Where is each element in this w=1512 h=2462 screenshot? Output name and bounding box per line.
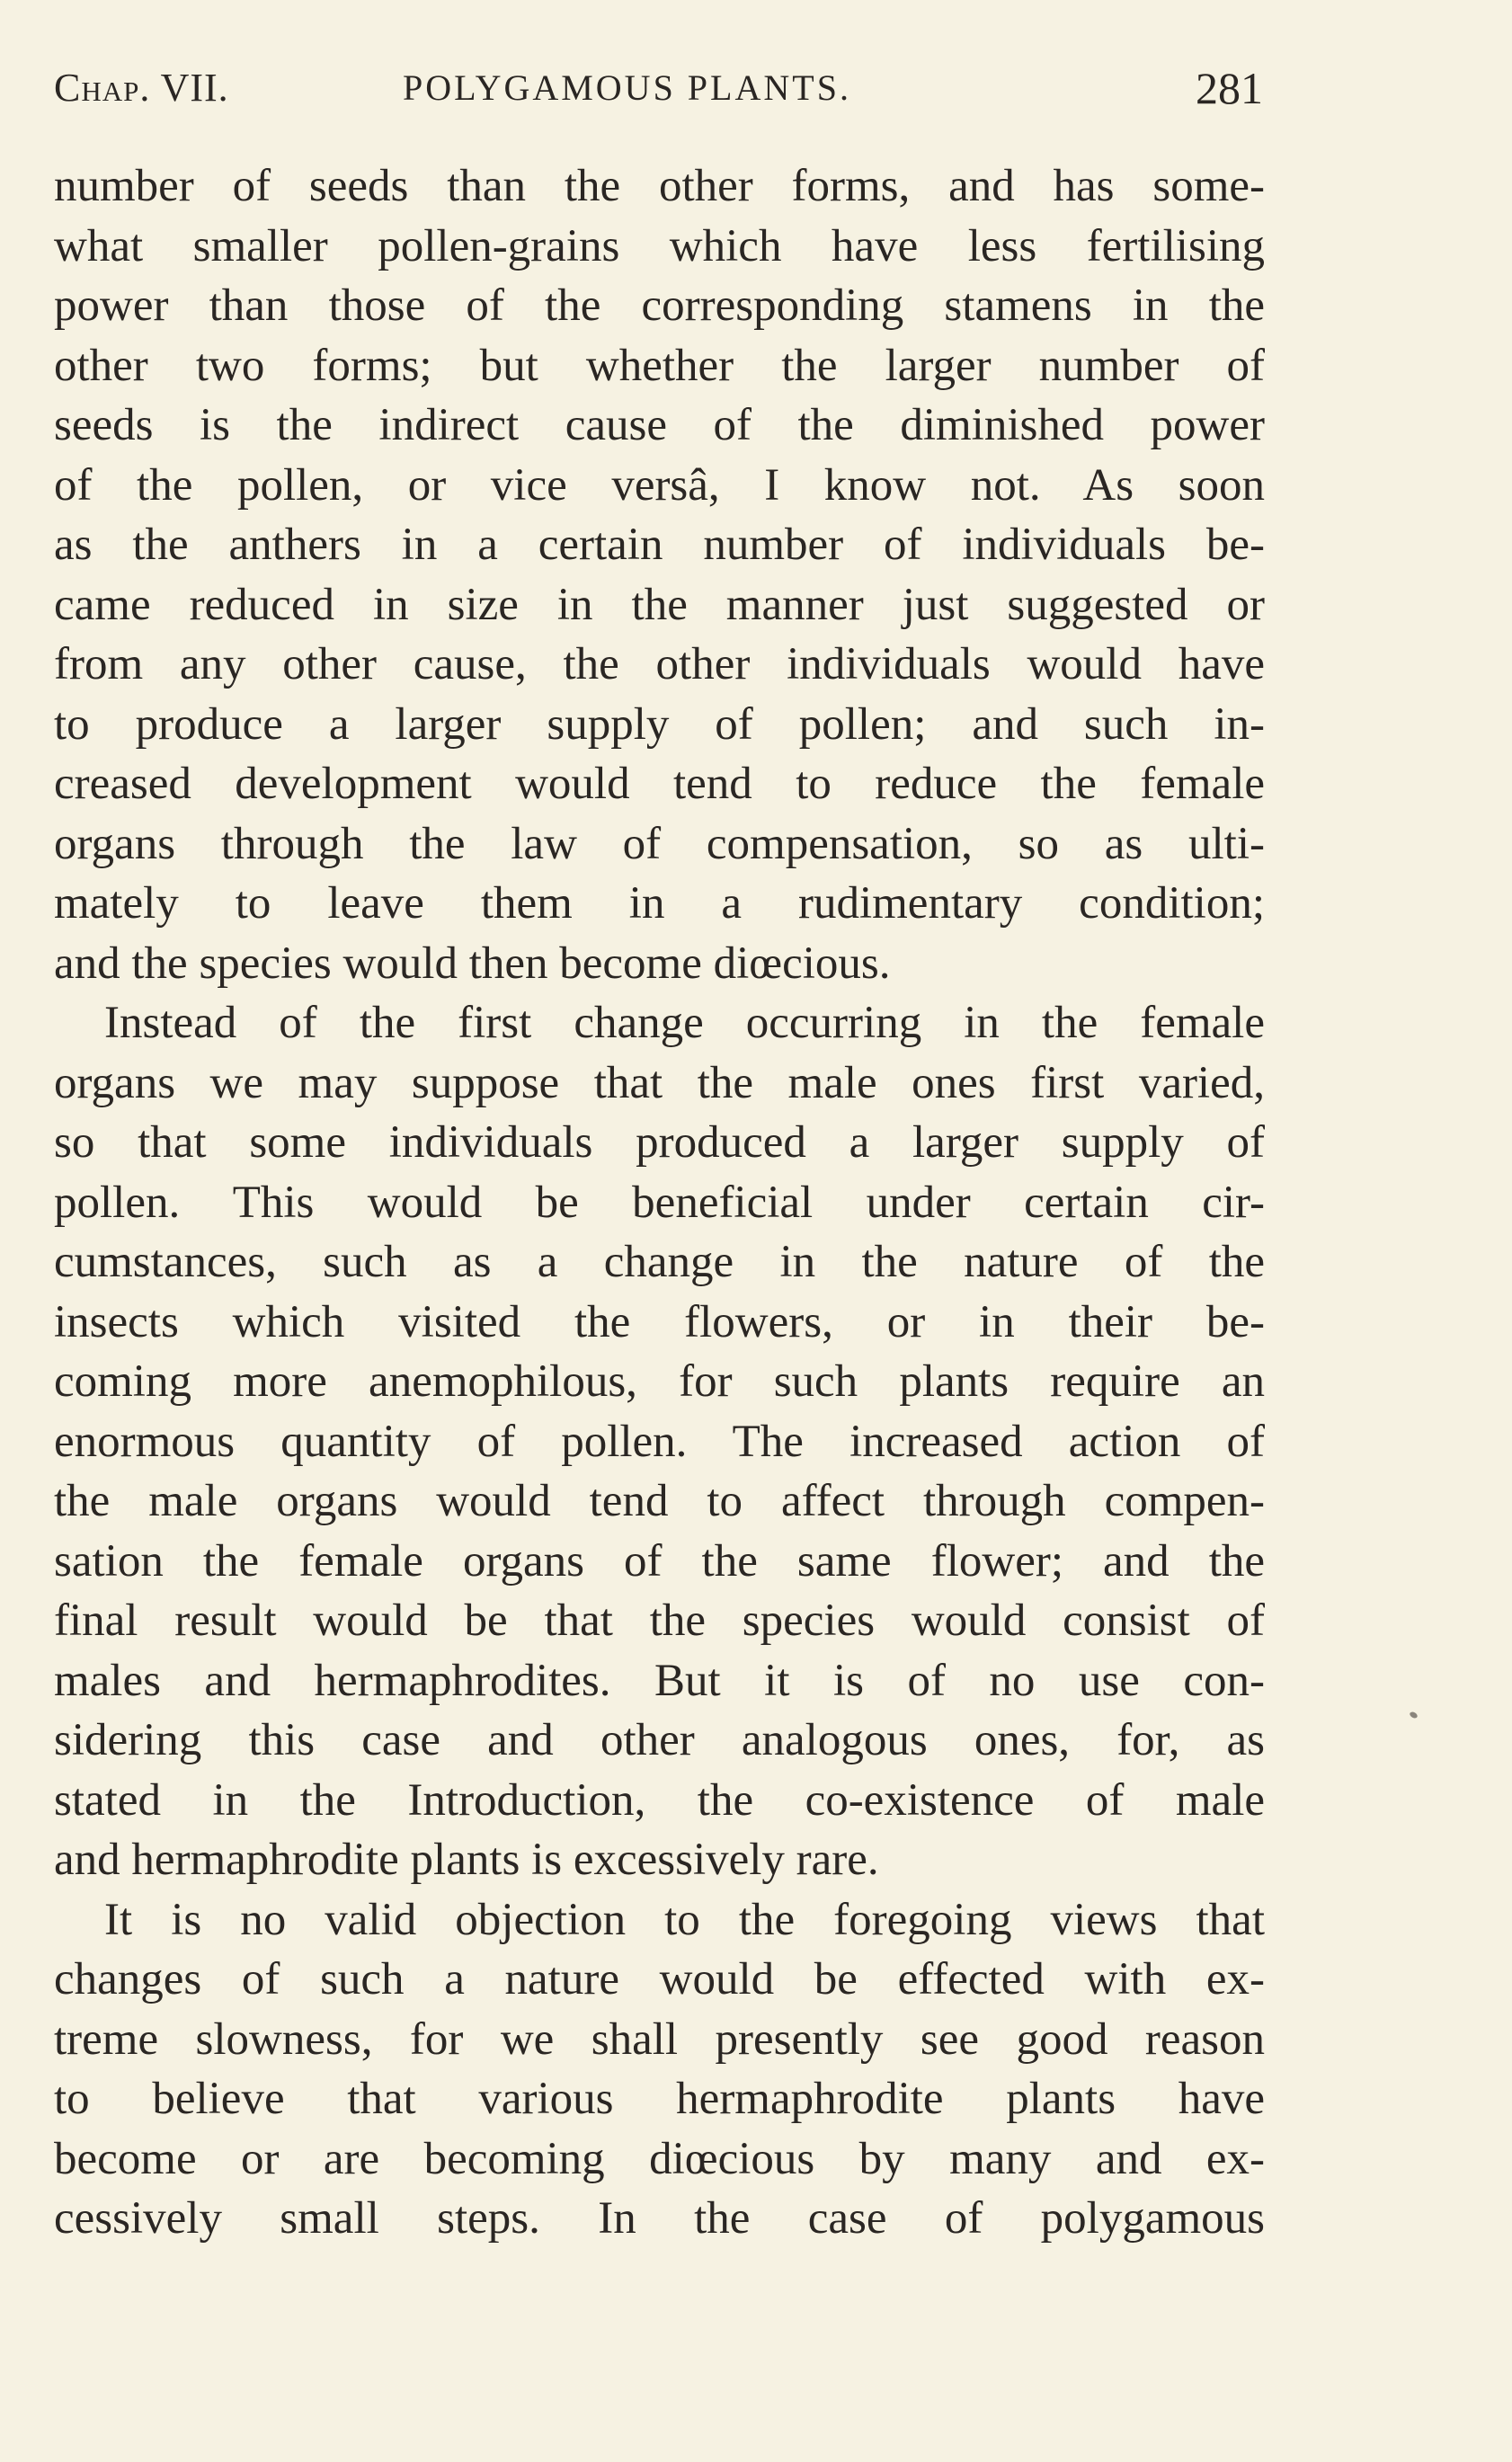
text-line: of the pollen, or vice versâ, I know not. As soon <box>54 459 1265 511</box>
text-line: enormous quantity of pollen. The increased action of <box>54 1416 1265 1467</box>
text-line: males and hermaphrodites. But it is of no use con- <box>54 1655 1265 1706</box>
text-line: coming more anemophilous, for such plants require an <box>54 1356 1265 1407</box>
text-line: sation the female organs of the same flower; and the <box>54 1535 1265 1587</box>
text-line: power than those of the corresponding stamens in the <box>54 280 1265 331</box>
text-line: from any other cause, the other individuals would have <box>54 639 1265 689</box>
text-line: stated in the Introduction, the co-existence of male <box>54 1774 1265 1826</box>
text-line: pollen. This would be beneficial under certain cir- <box>54 1177 1265 1228</box>
text-line: so that some individuals produced a larger supply of <box>54 1117 1265 1168</box>
text-line: final result would be that the species would consist of <box>54 1595 1265 1646</box>
page-number: 281 <box>1196 63 1263 113</box>
text-line: organs we may suppose that the male ones first varied, <box>54 1057 1265 1108</box>
text-line: other two forms; but whether the larger number of <box>54 340 1265 391</box>
paragraph-end-line: and the species would then become diœcious. <box>54 938 891 989</box>
text-line: insects which visited the flowers, or in their be- <box>54 1296 1265 1347</box>
paragraph-start-line: Instead of the first change occurring in the female <box>104 998 1265 1048</box>
text-line: creased development would tend to reduce the female <box>54 759 1265 809</box>
paragraph-start-line: It is no valid objection to the foregoing views that <box>104 1894 1265 1945</box>
paragraph-end-line: and hermaphrodite plants is excessively rare. <box>54 1835 879 1885</box>
chapter-label: Chap. VII. <box>54 66 229 110</box>
text-line: cumstances, such as a change in the nature of the <box>54 1237 1265 1287</box>
text-line: treme slowness, for we shall presently see good reason <box>54 2013 1265 2065</box>
running-header <box>54 61 1263 115</box>
text-line: to produce a larger supply of pollen; and such in- <box>54 698 1265 750</box>
text-line: came reduced in size in the manner just suggested or <box>54 579 1265 630</box>
ink-speck <box>1409 1711 1419 1720</box>
text-line: mately to leave them in a rudimentary condition; <box>54 878 1265 929</box>
text-line: what smaller pollen-grains which have less fertilising <box>54 220 1265 271</box>
text-line: the male organs would tend to affect through compen- <box>54 1476 1265 1526</box>
text-line: cessively small steps. In the case of polygamous <box>54 2193 1265 2244</box>
text-line: to believe that various hermaphrodite plants have <box>54 2074 1265 2124</box>
text-line: become or are becoming diœcious by many and ex- <box>54 2133 1265 2184</box>
text-line: seeds is the indirect cause of the diminished power <box>54 400 1265 450</box>
text-line: as the anthers in a certain number of individuals be- <box>54 520 1265 570</box>
text-line: changes of such a nature would be effected with ex- <box>54 1954 1265 2004</box>
text-line: organs through the law of compensation, so as ulti- <box>54 818 1265 869</box>
text-line: sidering this case and other analogous ones, for, as <box>54 1715 1265 1765</box>
text-line: number of seeds than the other forms, and has some- <box>54 161 1265 211</box>
running-title: POLYGAMOUS PLANTS. <box>403 67 851 108</box>
body-text <box>54 156 1265 2249</box>
